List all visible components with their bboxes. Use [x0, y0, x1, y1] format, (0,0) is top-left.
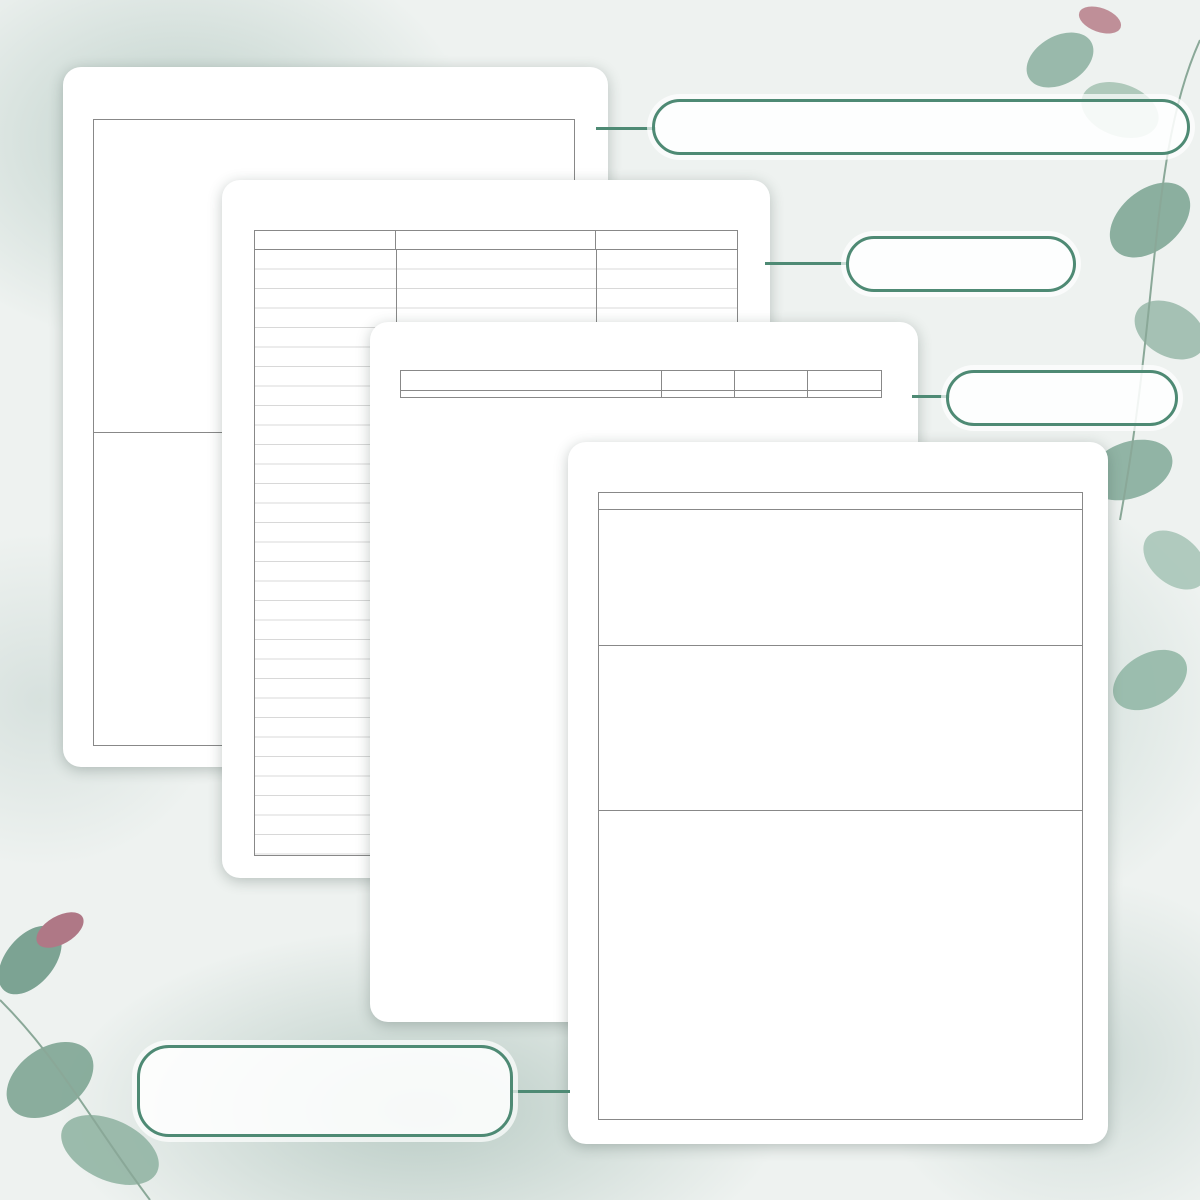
holidays-header-row: [401, 371, 881, 391]
holiday-2026-column: [808, 391, 881, 397]
callout-yearly-overview: [652, 99, 1190, 155]
personal-profile-section: [599, 493, 1082, 510]
friends-family-section: [599, 794, 1082, 811]
quick-reference-frame: [598, 492, 1083, 1120]
column-header-address: [396, 231, 596, 249]
column-header-2024: [662, 371, 735, 390]
holiday-2025-column: [735, 391, 808, 397]
column-header-numbers: [596, 231, 737, 249]
emergency-contacts-section: [599, 629, 1082, 646]
column-header-2025: [735, 371, 808, 390]
holiday-names-column: [401, 391, 662, 397]
column-header-name: [255, 231, 396, 249]
personal-profile-heading: [599, 493, 1082, 510]
quick-reference-page: [568, 442, 1108, 1144]
holidays-table: [400, 370, 882, 398]
contacts-header-row: [255, 231, 737, 250]
holiday-2024-column: [662, 391, 735, 397]
holidays-body: [401, 391, 881, 397]
callout-holidays: [946, 370, 1178, 426]
callout-connector: [912, 395, 950, 398]
callout-quick-reference: [137, 1045, 513, 1137]
callout-connector: [596, 127, 656, 130]
callout-connector: [510, 1090, 570, 1093]
friends-family-heading: [599, 794, 1082, 811]
callout-connector: [765, 262, 849, 265]
emergency-contacts-heading: [599, 629, 1082, 646]
callout-contacts: [846, 236, 1076, 292]
column-header-holiday: [401, 371, 662, 390]
column-header-2026: [808, 371, 881, 390]
